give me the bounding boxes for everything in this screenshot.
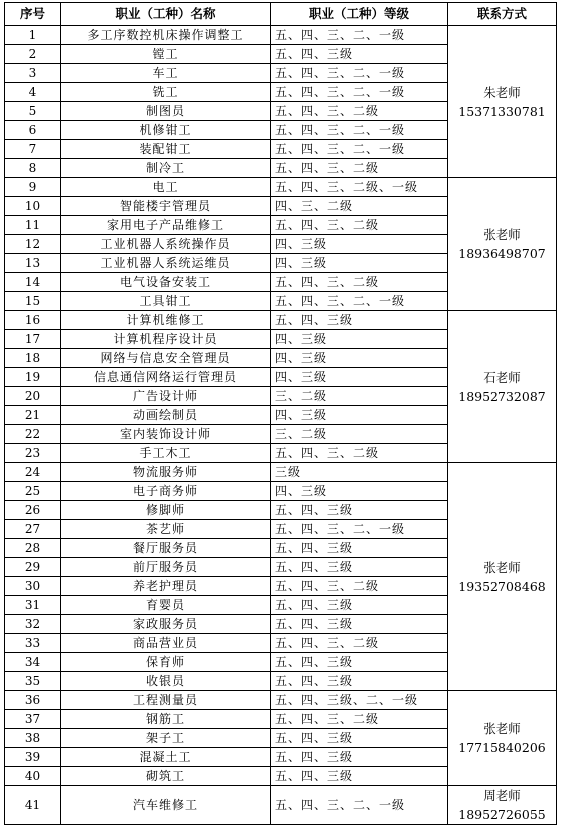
contact-cell	[448, 311, 557, 463]
occupation-level: 四、三级	[271, 235, 448, 254]
occupation-name: 茶艺师	[61, 520, 271, 539]
table-row	[5, 311, 557, 330]
occupation-name: 计算机程序设计员	[61, 330, 271, 349]
contact-cell	[448, 26, 557, 178]
occupation-name: 养老护理员	[61, 577, 271, 596]
occupation-name: 保育师	[61, 653, 271, 672]
table-row	[5, 178, 557, 197]
occupation-level: 四、三级	[271, 349, 448, 368]
row-number: 29	[5, 558, 61, 577]
row-number: 7	[5, 140, 61, 159]
header-row	[5, 3, 557, 26]
contact-phone: 15371330781	[458, 103, 546, 119]
occupation-level: 五、四、三、二、一级	[271, 83, 448, 102]
occupation-level: 四、三级	[271, 330, 448, 349]
occupation-level: 五、四、三级	[271, 311, 448, 330]
occupation-level: 三级	[271, 463, 448, 482]
occupation-name: 广告设计师	[61, 387, 271, 406]
occupation-level: 三、二级	[271, 387, 448, 406]
occupation-name: 室内装饰设计师	[61, 425, 271, 444]
occupation-level: 五、四、三、二级	[271, 216, 448, 235]
occupation-name: 镗工	[61, 45, 271, 64]
occupation-level: 五、四、三、二级	[271, 102, 448, 121]
contact-cell	[448, 691, 557, 786]
occupation-level: 五、四、三、二、一级	[271, 786, 448, 825]
row-number: 9	[5, 178, 61, 197]
occupation-name: 制冷工	[61, 159, 271, 178]
contact-phone: 17715840206	[458, 740, 546, 755]
occupation-name: 多工序数控机床操作调整工	[61, 26, 271, 45]
occupation-table	[4, 2, 557, 825]
occupation-level: 四、三、二级	[271, 197, 448, 216]
occupation-name: 架子工	[61, 729, 271, 748]
row-number: 14	[5, 273, 61, 292]
occupation-name: 计算机维修工	[61, 311, 271, 330]
occupation-name: 工业机器人系统运维员	[61, 254, 271, 273]
occupation-level: 五、四、三、二、一级	[271, 64, 448, 83]
table-row	[5, 786, 557, 825]
occupation-level: 五、四、三、二、一级	[271, 26, 448, 45]
occupation-name: 电工	[61, 178, 271, 197]
row-number: 36	[5, 691, 61, 710]
occupation-name: 物流服务师	[61, 463, 271, 482]
occupation-name: 收银员	[61, 672, 271, 691]
occupation-level: 五、四、三、二级	[271, 710, 448, 729]
row-number: 3	[5, 64, 61, 83]
contact-phone: 18952726055	[458, 807, 546, 822]
occupation-name: 工程测量员	[61, 691, 271, 710]
occupation-level: 五、四、三级	[271, 615, 448, 634]
row-number: 30	[5, 577, 61, 596]
occupation-level: 五、四、三级	[271, 596, 448, 615]
row-number: 34	[5, 653, 61, 672]
row-number: 26	[5, 501, 61, 520]
row-number: 23	[5, 444, 61, 463]
contact-phone: 18952732087	[458, 388, 546, 404]
row-number: 28	[5, 539, 61, 558]
occupation-level: 五、四、三级	[271, 767, 448, 786]
occupation-level: 五、四、三级	[271, 748, 448, 767]
occupation-level: 五、四、三、二、一级	[271, 292, 448, 311]
row-number: 10	[5, 197, 61, 216]
occupation-name: 机修钳工	[61, 121, 271, 140]
occupation-name: 家政服务员	[61, 615, 271, 634]
occupation-name: 前厅服务员	[61, 558, 271, 577]
occupation-name: 手工木工	[61, 444, 271, 463]
occupation-name: 智能楼宇管理员	[61, 197, 271, 216]
occupation-name: 动画绘制员	[61, 406, 271, 425]
row-number: 33	[5, 634, 61, 653]
row-number: 35	[5, 672, 61, 691]
header-level: 职业（工种）等级	[271, 3, 448, 26]
row-number: 5	[5, 102, 61, 121]
row-number: 8	[5, 159, 61, 178]
occupation-name: 餐厅服务员	[61, 539, 271, 558]
row-number: 32	[5, 615, 61, 634]
contact-phone: 18936498707	[458, 246, 546, 261]
occupation-name: 装配钳工	[61, 140, 271, 159]
occupation-name: 混凝土工	[61, 748, 271, 767]
occupation-level: 四、三级	[271, 254, 448, 273]
occupation-level: 五、四、三、二级	[271, 159, 448, 178]
occupation-level: 三、二级	[271, 425, 448, 444]
contact-teacher: 张老师	[483, 721, 521, 736]
occupation-level: 五、四、三、二、一级	[271, 140, 448, 159]
row-number: 16	[5, 311, 61, 330]
contact-teacher: 石老师	[483, 369, 521, 385]
row-number: 1	[5, 26, 61, 45]
occupation-level: 五、四、三级	[271, 672, 448, 691]
occupation-level: 四、三级	[271, 406, 448, 425]
header-no: 序号	[5, 3, 61, 26]
occupation-level: 五、四、三级	[271, 729, 448, 748]
occupation-name: 工业机器人系统操作员	[61, 235, 271, 254]
row-number: 18	[5, 349, 61, 368]
occupation-name: 铣工	[61, 83, 271, 102]
occupation-level: 五、四、三、二、一级	[271, 520, 448, 539]
row-number: 37	[5, 710, 61, 729]
occupation-name: 钢筋工	[61, 710, 271, 729]
contact-cell	[448, 178, 557, 311]
occupation-level: 五、四、三级	[271, 558, 448, 577]
row-number: 39	[5, 748, 61, 767]
row-number: 2	[5, 45, 61, 64]
row-number: 11	[5, 216, 61, 235]
contact-teacher: 张老师	[483, 559, 521, 575]
occupation-name: 车工	[61, 64, 271, 83]
occupation-level: 五、四、三、二级	[271, 444, 448, 463]
header-contact: 联系方式	[448, 3, 557, 26]
occupation-level: 五、四、三级	[271, 653, 448, 672]
row-number: 17	[5, 330, 61, 349]
contact-teacher: 周老师	[483, 788, 521, 803]
row-number: 21	[5, 406, 61, 425]
row-number: 27	[5, 520, 61, 539]
row-number: 19	[5, 368, 61, 387]
row-number: 31	[5, 596, 61, 615]
occupation-level: 四、三级	[271, 368, 448, 387]
contact-teacher: 朱老师	[483, 84, 521, 100]
contact-cell	[448, 463, 557, 691]
table-body	[5, 26, 557, 825]
occupation-level: 五、四、三、二级、一级	[271, 178, 448, 197]
contact-cell	[448, 786, 557, 825]
header-name: 职业（工种）名称	[61, 3, 271, 26]
row-number: 13	[5, 254, 61, 273]
occupation-name: 信息通信网络运行管理员	[61, 368, 271, 387]
row-number: 38	[5, 729, 61, 748]
occupation-level: 五、四、三、二级	[271, 273, 448, 292]
occupation-level: 五、四、三、二、一级	[271, 121, 448, 140]
occupation-name: 网络与信息安全管理员	[61, 349, 271, 368]
row-number: 4	[5, 83, 61, 102]
occupation-level: 五、四、三级	[271, 45, 448, 64]
table-row	[5, 463, 557, 482]
row-number: 41	[5, 786, 61, 825]
occupation-name: 修脚师	[61, 501, 271, 520]
row-number: 12	[5, 235, 61, 254]
occupation-name: 商品营业员	[61, 634, 271, 653]
table-row	[5, 26, 557, 45]
occupation-level: 五、四、三级	[271, 501, 448, 520]
occupation-level: 五、四、三、二级	[271, 634, 448, 653]
contact-phone: 19352708468	[458, 578, 546, 594]
occupation-level: 五、四、三级	[271, 539, 448, 558]
occupation-name: 砌筑工	[61, 767, 271, 786]
contact-teacher: 张老师	[483, 227, 521, 242]
occupation-level: 四、三级	[271, 482, 448, 501]
row-number: 6	[5, 121, 61, 140]
row-number: 22	[5, 425, 61, 444]
occupation-name: 育婴员	[61, 596, 271, 615]
table-row	[5, 691, 557, 710]
row-number: 25	[5, 482, 61, 501]
row-number: 40	[5, 767, 61, 786]
occupation-name: 电子商务师	[61, 482, 271, 501]
row-number: 15	[5, 292, 61, 311]
occupation-name: 工具钳工	[61, 292, 271, 311]
occupation-name: 家用电子产品维修工	[61, 216, 271, 235]
occupation-level: 五、四、三级、二、一级	[271, 691, 448, 710]
occupation-name: 制图员	[61, 102, 271, 121]
row-number: 20	[5, 387, 61, 406]
occupation-name: 电气设备安装工	[61, 273, 271, 292]
row-number: 24	[5, 463, 61, 482]
occupation-name: 汽车维修工	[61, 786, 271, 825]
occupation-level: 五、四、三、二级	[271, 577, 448, 596]
